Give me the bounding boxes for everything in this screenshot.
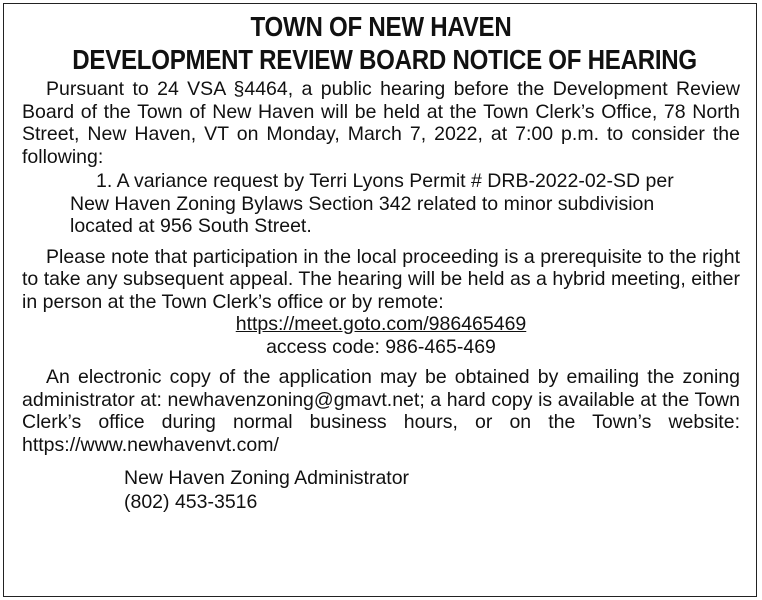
notice-title-heading: DEVELOPMENT REVIEW BOARD NOTICE OF HEARING xyxy=(72,44,697,75)
remote-link-line xyxy=(22,313,740,336)
hearing-notice xyxy=(3,3,757,597)
application-paragraph: An electronic copy of the application may be obtained by emailing the zoning administrator at: newhavenzoning@gmavt.net; a hard copy is available at the Town Clerk’s office during normal business hours, or on the Town’s website: https://www.newhavenvt.com/ xyxy=(22,366,740,456)
agenda-list xyxy=(22,170,740,238)
intro-paragraph: Pursuant to 24 VSA §4464, a public hearing before the Development Review Board of the Town of New Haven will be held at the Town Clerk’s Office, 78 North Street, New Haven, VT on Monday, March 7, 2022, at 7:00 p.m. to consider the following: xyxy=(22,78,740,168)
remote-meeting-link[interactable]: https://meet.goto.com/986465469 xyxy=(235,313,527,335)
signature-block xyxy=(124,466,740,514)
participation-paragraph: Please note that participation in the local proceeding is a prerequisite to the right to take any subsequent appeal. The hearing will be held as a hybrid meeting, either in person at the Town Clerk’s office or by remote: xyxy=(22,245,740,313)
access-code: access code: 986-465-469 xyxy=(266,335,496,358)
signature-phone: (802) 453-3516 xyxy=(124,491,258,513)
signature-name: New Haven Zoning Administrator xyxy=(124,467,410,489)
notice-title-town: TOWN OF NEW HAVEN xyxy=(250,11,512,42)
agenda-item: 1. A variance request by Terri Lyons Permit # DRB-2022-02-SD per New Haven Zoning Bylaws Section 342 related to minor subdivision located at 956 South Street. xyxy=(70,170,674,237)
notice-body xyxy=(22,78,740,514)
